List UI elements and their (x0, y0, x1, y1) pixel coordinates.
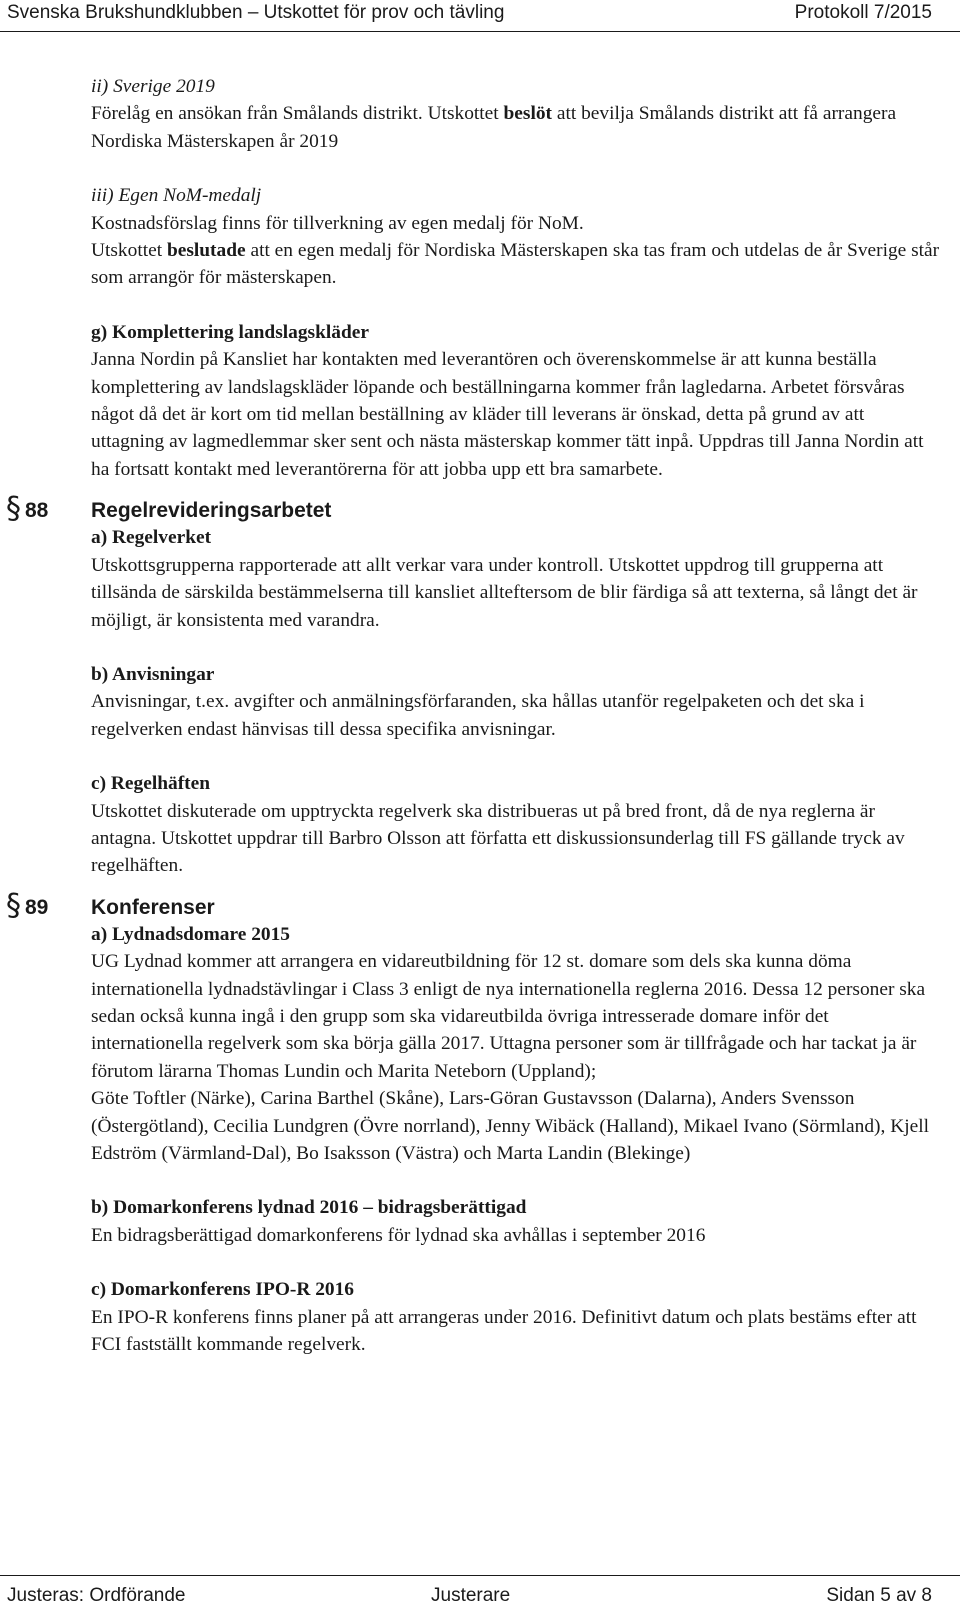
section-89 (6, 887, 941, 1359)
subheading-sverige-2019: ii) Sverige 2019 (91, 76, 215, 97)
section-mark-icon: § (6, 491, 21, 527)
paragraph-anvisningar: Anvisningar, t.ex. avgifter och anmälningsförfaranden, ska hållas utanför regelpaketen och det ska i regelverken endast hänvisas till dessa specifika anvisningar. (91, 691, 865, 740)
section-number: 88 (25, 499, 49, 523)
paragraph-domarkonferens-ipo-r: En IPO-R konferens finns planer på att arrangeras under 2016. Definitivt datum och plats bestäms efter att FCI fastställt kommande regelverk. (91, 1306, 917, 1356)
section-88 (6, 491, 941, 879)
section-title: Konferenser (91, 895, 215, 919)
subheading-regelhaften: c) Regelhäften (91, 773, 210, 795)
subheading-anvisningar: b) Anvisningar (91, 663, 215, 685)
header-protocol-number: Protokoll 7/2015 (794, 2, 932, 23)
paragraph-lydnadsdomare-names: Göte Toftler (Närke), Carina Barthel (Skåne), Lars-Göran Gustavsson (Dalarna), Anders Svensson (Östergötland), Cecilia Lundgren (Övre norrland), Jenny Wibäck (Halland), Mikael Ivano (Sörmland), Kjell Edström (Värmland-Dal), Bo Isaksson (Västra) och Marta Landin (Blekinge) (91, 1088, 929, 1164)
paragraph-landslagsklader: Janna Nordin på Kansliet har kontakten med leverantören och överenskommelse är att kunna beställa komplettering av landslagskläder löpande och beställningarna kommer från lagledarna. Arbetet försvåras något då det är kort om tid mellan beställning av kläder till leverans är önskad, detta på grund av att uttagning av lagmedlemmar sker sent och nästa mästerskap kommer tätt inpå. Uppdras till Janna Nordin att ha fortsatt kontakt med leverantörerna för att jobba upp ett bra samarbete. (91, 349, 924, 480)
paragraph-lydnadsdomare: UG Lydnad kommer att arrangera en vidareutbildning för 12 st. domare som dels ska kunna döma internationella lydnadstävlingar i Class 3 enligt de nya internationella reglerna 2016. Dessa 12 personer ska sedan också kunna ingå i den grupp som ska vidareutbilda övriga intresserade domare inför det internationella regelverk som ska börja gälla 2017. Uttagna personer som är tillfrågade och har tackat ja är förutom lärarna Thomas Lundin och Marita Neteborn (Uppland); (91, 951, 926, 1082)
paragraph-regelverket: Utskottsgrupperna rapporterade att allt verkar vara under kontroll. Utskottet uppdrog till grupperna att tillsända de särskilda bestämmelserna till kansliet allteftersom de blir färdiga så att texterna, så långt det är möjligt, är konsistenta med varandra. (91, 554, 918, 631)
footer-chair-signature-label: Justeras: Ordförande (7, 1585, 186, 1606)
header-rule (0, 31, 960, 32)
page-footer (7, 1574, 932, 1604)
section-number: 89 (25, 895, 49, 919)
subheading-nom-medalj: iii) Egen NoM-medalj (91, 185, 262, 207)
paragraph-sverige-2019: Förelåg en ansökan från Smålands distrikt. Utskottet beslöt att bevilja Smålands distrikt att få arrangera Nordiska Mästerskapen år 2019 (91, 103, 897, 152)
subheading-regelverket: a) Regelverket (91, 527, 212, 549)
footer-page-number: Sidan 5 av 8 (826, 1585, 932, 1606)
paragraph-regelhaften: Utskottet diskuterade om upptryckta regelverk ska distribueras ut på bred front, då de nya reglerna är antagna. Utskottet uppdrar till Barbro Olsson att författa ett diskussionsunderlag till FS gällande tryck av regelhäften. (91, 800, 905, 877)
subheading-domarkonferens-ipo-r: c) Domarkonferens IPO-R 2016 (91, 1279, 354, 1301)
page-header (7, 0, 932, 28)
paragraph-domarkonferens-lydnad: En bidragsberättigad domarkonferens för lydnad ska avhållas i september 2016 (91, 1224, 706, 1246)
subheading-domarkonferens-lydnad: b) Domarkonferens lydnad 2016 – bidragsberättigad (91, 1197, 527, 1219)
subheading-lydnadsdomare: a) Lydnadsdomare 2015 (91, 923, 290, 945)
footer-adjuster-label: Justerare (431, 1585, 511, 1606)
paragraph-nom-medalj-decision: Utskottet beslutade att en egen medalj för Nordiska Mästerskapen ska tas fram och utdelas de år Sverige står som arrangör för mästerskapen. (91, 240, 940, 289)
header-title: Svenska Brukshundklubben – Utskottet för prov och tävling (7, 2, 505, 23)
section-mark-icon: § (6, 887, 21, 923)
subheading-landslagsklader: g) Komplettering landslagskläder (91, 321, 369, 343)
paragraph-nom-medalj-cost: Kostnadsförslag finns för tillverkning av egen medalj för NoM. (91, 212, 584, 234)
document-body (6, 73, 941, 1358)
section-title: Regelrevideringsarbetet (91, 499, 332, 523)
